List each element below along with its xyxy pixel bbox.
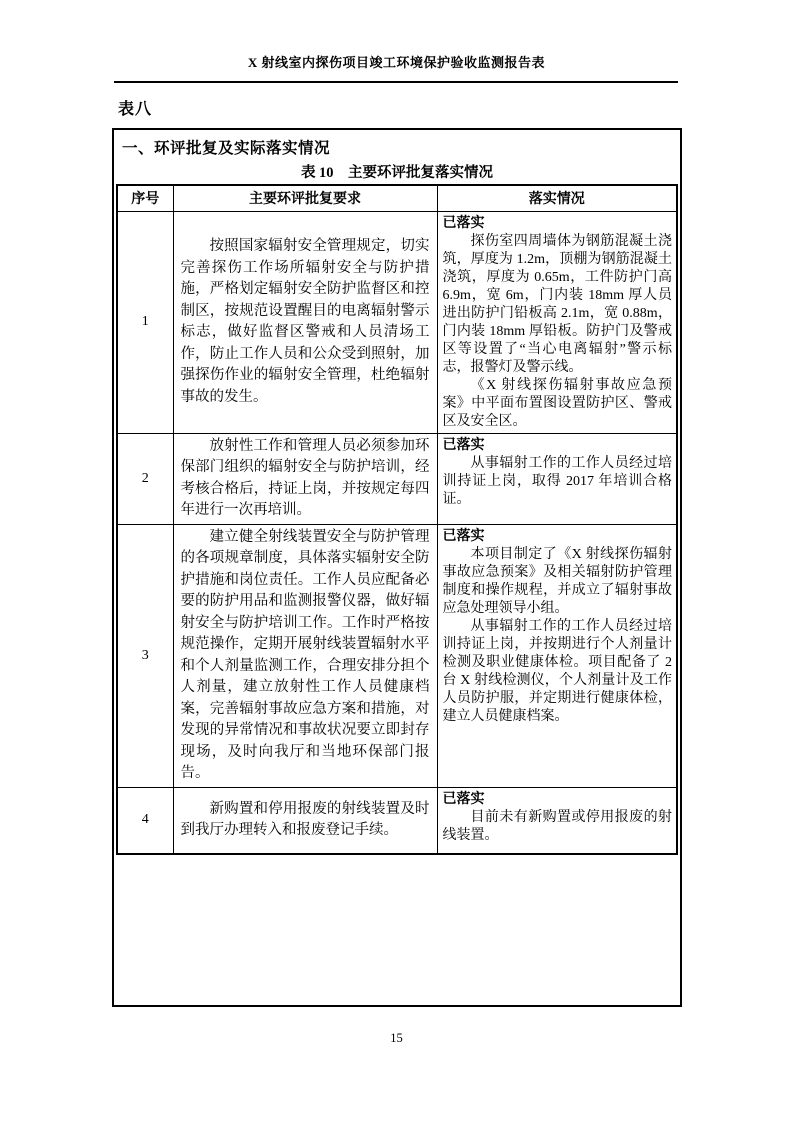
table-eight-label: 表八 xyxy=(118,101,153,118)
status-implemented-label: 已落实 xyxy=(442,215,485,231)
requirement-paragraph: 新购置和停用报废的射线装置及时到我厅办理转入和报废登记手续。 xyxy=(180,800,430,839)
column-header-requirement: 主要环评批复要求 xyxy=(173,185,437,211)
status-paragraph: 《X 射线探伤辐射事故应急预案》中平面布置图设置防护区、警戒区及安全区。 xyxy=(442,377,672,429)
table-row-3 xyxy=(117,524,677,787)
header-divider xyxy=(114,81,678,83)
row-3-status xyxy=(437,524,677,787)
page-number: 15 xyxy=(390,1031,403,1045)
status-paragraph: 本项目制定了《X 射线探伤辐射事故应急预案》及相关辐射防护管理制度和操作规程，并成立了辐射事故应急处理领导小组。 xyxy=(442,546,672,616)
row-4-seq: 4 xyxy=(117,787,173,854)
row-1-seq: 1 xyxy=(117,211,173,433)
status-implemented-label: 已落实 xyxy=(442,528,485,544)
row-1-status xyxy=(437,211,677,433)
table-header-row xyxy=(117,185,677,211)
row-2-status xyxy=(437,433,677,524)
requirement-paragraph: 建立健全射线装置安全与防护管理的各项规章制度，具体落实辐射安全防护措施和岗位责任。工作人员应配备必要的防护用品和监测报警仪器，做好辐射安全与防护培训工作。工作时严格按规范操作，定期开展射线装置辐射水平和个人剂量监测工作，合理安排分担个人剂量，建立放射性工作人员健康档案，完善辐射事故应急方案和措施，对发现的异常情况和事故状况要立即封存现场，及时向我厅和当地环保部门报告。 xyxy=(180,528,430,781)
status-paragraph: 目前未有新购置或停用报废的射线装置。 xyxy=(442,809,672,843)
column-header-status: 落实情况 xyxy=(437,185,677,211)
row-1-requirement xyxy=(173,211,437,433)
status-paragraph: 从事辐射工作的工作人员经过培训持证上岗，并按期进行个人剂量计检测及职业健康体检。项目配备了 2 台 X 射线检测仪，个人剂量计及工作人员防护服，并定期进行健康体检，建立人员健康档案。 xyxy=(442,618,672,724)
column-header-seq: 序号 xyxy=(117,185,173,211)
status-implemented-label: 已落实 xyxy=(442,791,485,807)
row-4-requirement xyxy=(173,787,437,854)
document-header-title: X 射线室内探伤项目竣工环境保护验收监测报告表 xyxy=(247,55,546,70)
requirement-paragraph: 放射性工作和管理人员必须参加环保部门组织的辐射安全与防护培训，经考核合格后，持证上岗，并按规定每四年进行一次再培训。 xyxy=(180,437,430,518)
row-4-status xyxy=(437,787,677,854)
table-row-2 xyxy=(117,433,677,524)
table-row-1 xyxy=(117,211,677,433)
status-paragraph: 探伤室四周墙体为钢筋混凝土浇筑，厚度为 1.2m，顶棚为钢筋混凝土浇筑，厚度为 0.65m，工件防护门高 6.9m，宽 6m，门内装 18mm 厚人员进出防护门铅板高 2.1m，宽 0.88m，门内装 18mm 厚铅板。防护门及警戒区等设置了“当心电离辐射”警示标志，报警灯及警示线。 xyxy=(442,233,672,375)
table-caption: 表 10 主要环评批复落实情况 xyxy=(300,165,494,181)
eia-approval-table xyxy=(116,184,678,855)
requirement-paragraph: 按照国家辐射安全管理规定，切实完善探伤工作场所辐射安全与防护措施，严格划定辐射安全防护监督区和控制区，按规范设置醒目的电离辐射警示标志，做好监督区警戒和人员清场工作，防止工作人员和公众受到照射，加强探伤作业的辐射安全管理，杜绝辐射事故的发生。 xyxy=(180,238,430,405)
status-paragraph: 从事辐射工作的工作人员经过培训持证上岗，取得 2017 年培训合格证。 xyxy=(442,455,672,507)
status-implemented-label: 已落实 xyxy=(442,437,485,453)
table-row-4 xyxy=(117,787,677,854)
row-2-seq: 2 xyxy=(117,433,173,524)
row-3-seq: 3 xyxy=(117,524,173,787)
row-2-requirement xyxy=(173,433,437,524)
row-3-requirement xyxy=(173,524,437,787)
content-box xyxy=(112,128,682,1007)
section-title: 一、环评批复及实际落实情况 xyxy=(122,140,331,157)
